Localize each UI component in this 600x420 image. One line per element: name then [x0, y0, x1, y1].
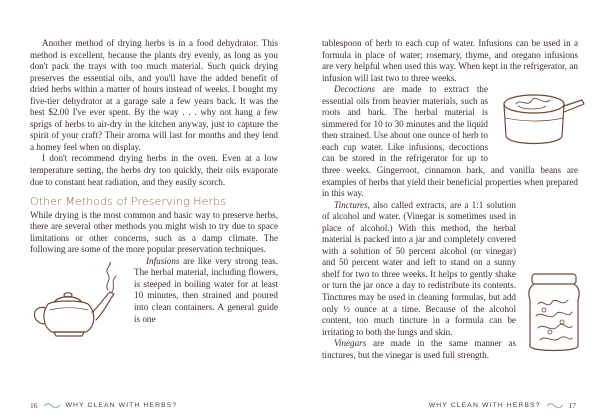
wave-ornament-icon	[547, 403, 563, 408]
right-page	[300, 0, 600, 420]
term-vinegars: Vinegars	[334, 338, 367, 349]
teapot-icon	[24, 262, 128, 338]
vinegars-text: are made in the same manner as tinctures, but the vinegar is used full strength.	[322, 338, 516, 360]
paragraph-preservation-intro: While drying is the most common and basic way to preserve herbs, there are several other methods you might wish to try due to space limitations or other concerns, such as a damp climate. The following are some of the more popular preservation techniques.	[30, 209, 278, 255]
left-page-body	[30, 38, 278, 325]
left-page-footer	[30, 401, 177, 410]
term-tinctures: Tinctures	[334, 199, 368, 210]
running-head: WHY CLEAN WITH HERBS?	[428, 402, 541, 409]
saucepan-icon	[494, 88, 586, 150]
tinctures-text: , also called extracts, are a 1:1 solution of alcohol and water. (Vinegar is sometimes used in place of alcohol.) With this method, the herbal material is packed into a jar and completely covered with a solution of 50 percent alcohol (or vinegar) and 50 percent water and left to stand on a sunny shelf for two to three weeks. It helps to gently shake or turn the jar once a day to redistribute its contents. Tinctures may be used in cleaning formulas, but add only ½ ounce at a time. Because of the alcohol content, too much tincture in a formula can be irritating to both the lungs and skin.	[322, 199, 516, 337]
herb-jar-illustration	[522, 270, 586, 360]
paragraph-dehydrator: Another method of drying herbs is in a food dehydrator. This method is excellent, because the plants dry evenly, as long as you don't pack the trays with too much material. Such quick drying preserves the essential oils, and you'll have the added benefit of dried herbs within a matter of hours instead of weeks. I bought my five-tier dehydrator at a garage sale a few years back. It was the best $2.00 I've ever spent. By the way . . . why not hang a few sprigs of herbs to air-dry in the kitchen anyway, just to capture the spirit of your craft? Their aroma will last for months and they lend a homey feel when on display.	[30, 38, 278, 152]
herb-jar-icon	[522, 270, 586, 356]
right-page-body	[322, 38, 578, 361]
section-heading: Other Methods of Preserving Herbs	[30, 195, 227, 209]
page-number: 17	[568, 401, 576, 410]
paragraph-oven: I don't recommend drying herbs in the oven. Even at a low temperature setting, the herbs dry too quickly, their oils evaporate due to constant heat radiation, and they easily scorch.	[30, 153, 278, 187]
term-infusions: Infusions	[146, 255, 180, 266]
saucepan-illustration	[494, 88, 586, 154]
running-head: WHY CLEAN WITH HERBS?	[65, 402, 178, 409]
right-page-footer	[429, 401, 576, 410]
teapot-illustration	[24, 262, 128, 342]
infusions-text: are like very strong teas. The herbal material, including flowers, is steeped in boiling water for at least 10 minutes, then strained and poured into clean containers. A general guide is one	[134, 255, 278, 324]
decoctions-text: are made to extract the essential oils from heavier materials, such as roots and bark. The herbal material is simmered for 10 to 30 minutes and the liquid then strained. Use about one ounce of herb to each cup water. Like infusions, decoctions can be stored in the refrigerator for up to three weeks. Gingerroot, cinnamon bark, and vanilla beans are examples of herbs that yield their beneficial properties when prepared in this way.	[322, 84, 578, 199]
paragraph-infusions-continued: tablespoon of herb to each cup of water. Infusions can be used in a formula in place of water; rosemary, thyme, and oregano infusions are very helpful when used this way. When kept in the refrigerator, an infusion will last two to three weeks.	[322, 38, 578, 83]
page-number: 16	[30, 401, 38, 410]
term-decoctions: Decoctions	[334, 84, 376, 95]
wave-ornament-icon	[44, 403, 60, 408]
